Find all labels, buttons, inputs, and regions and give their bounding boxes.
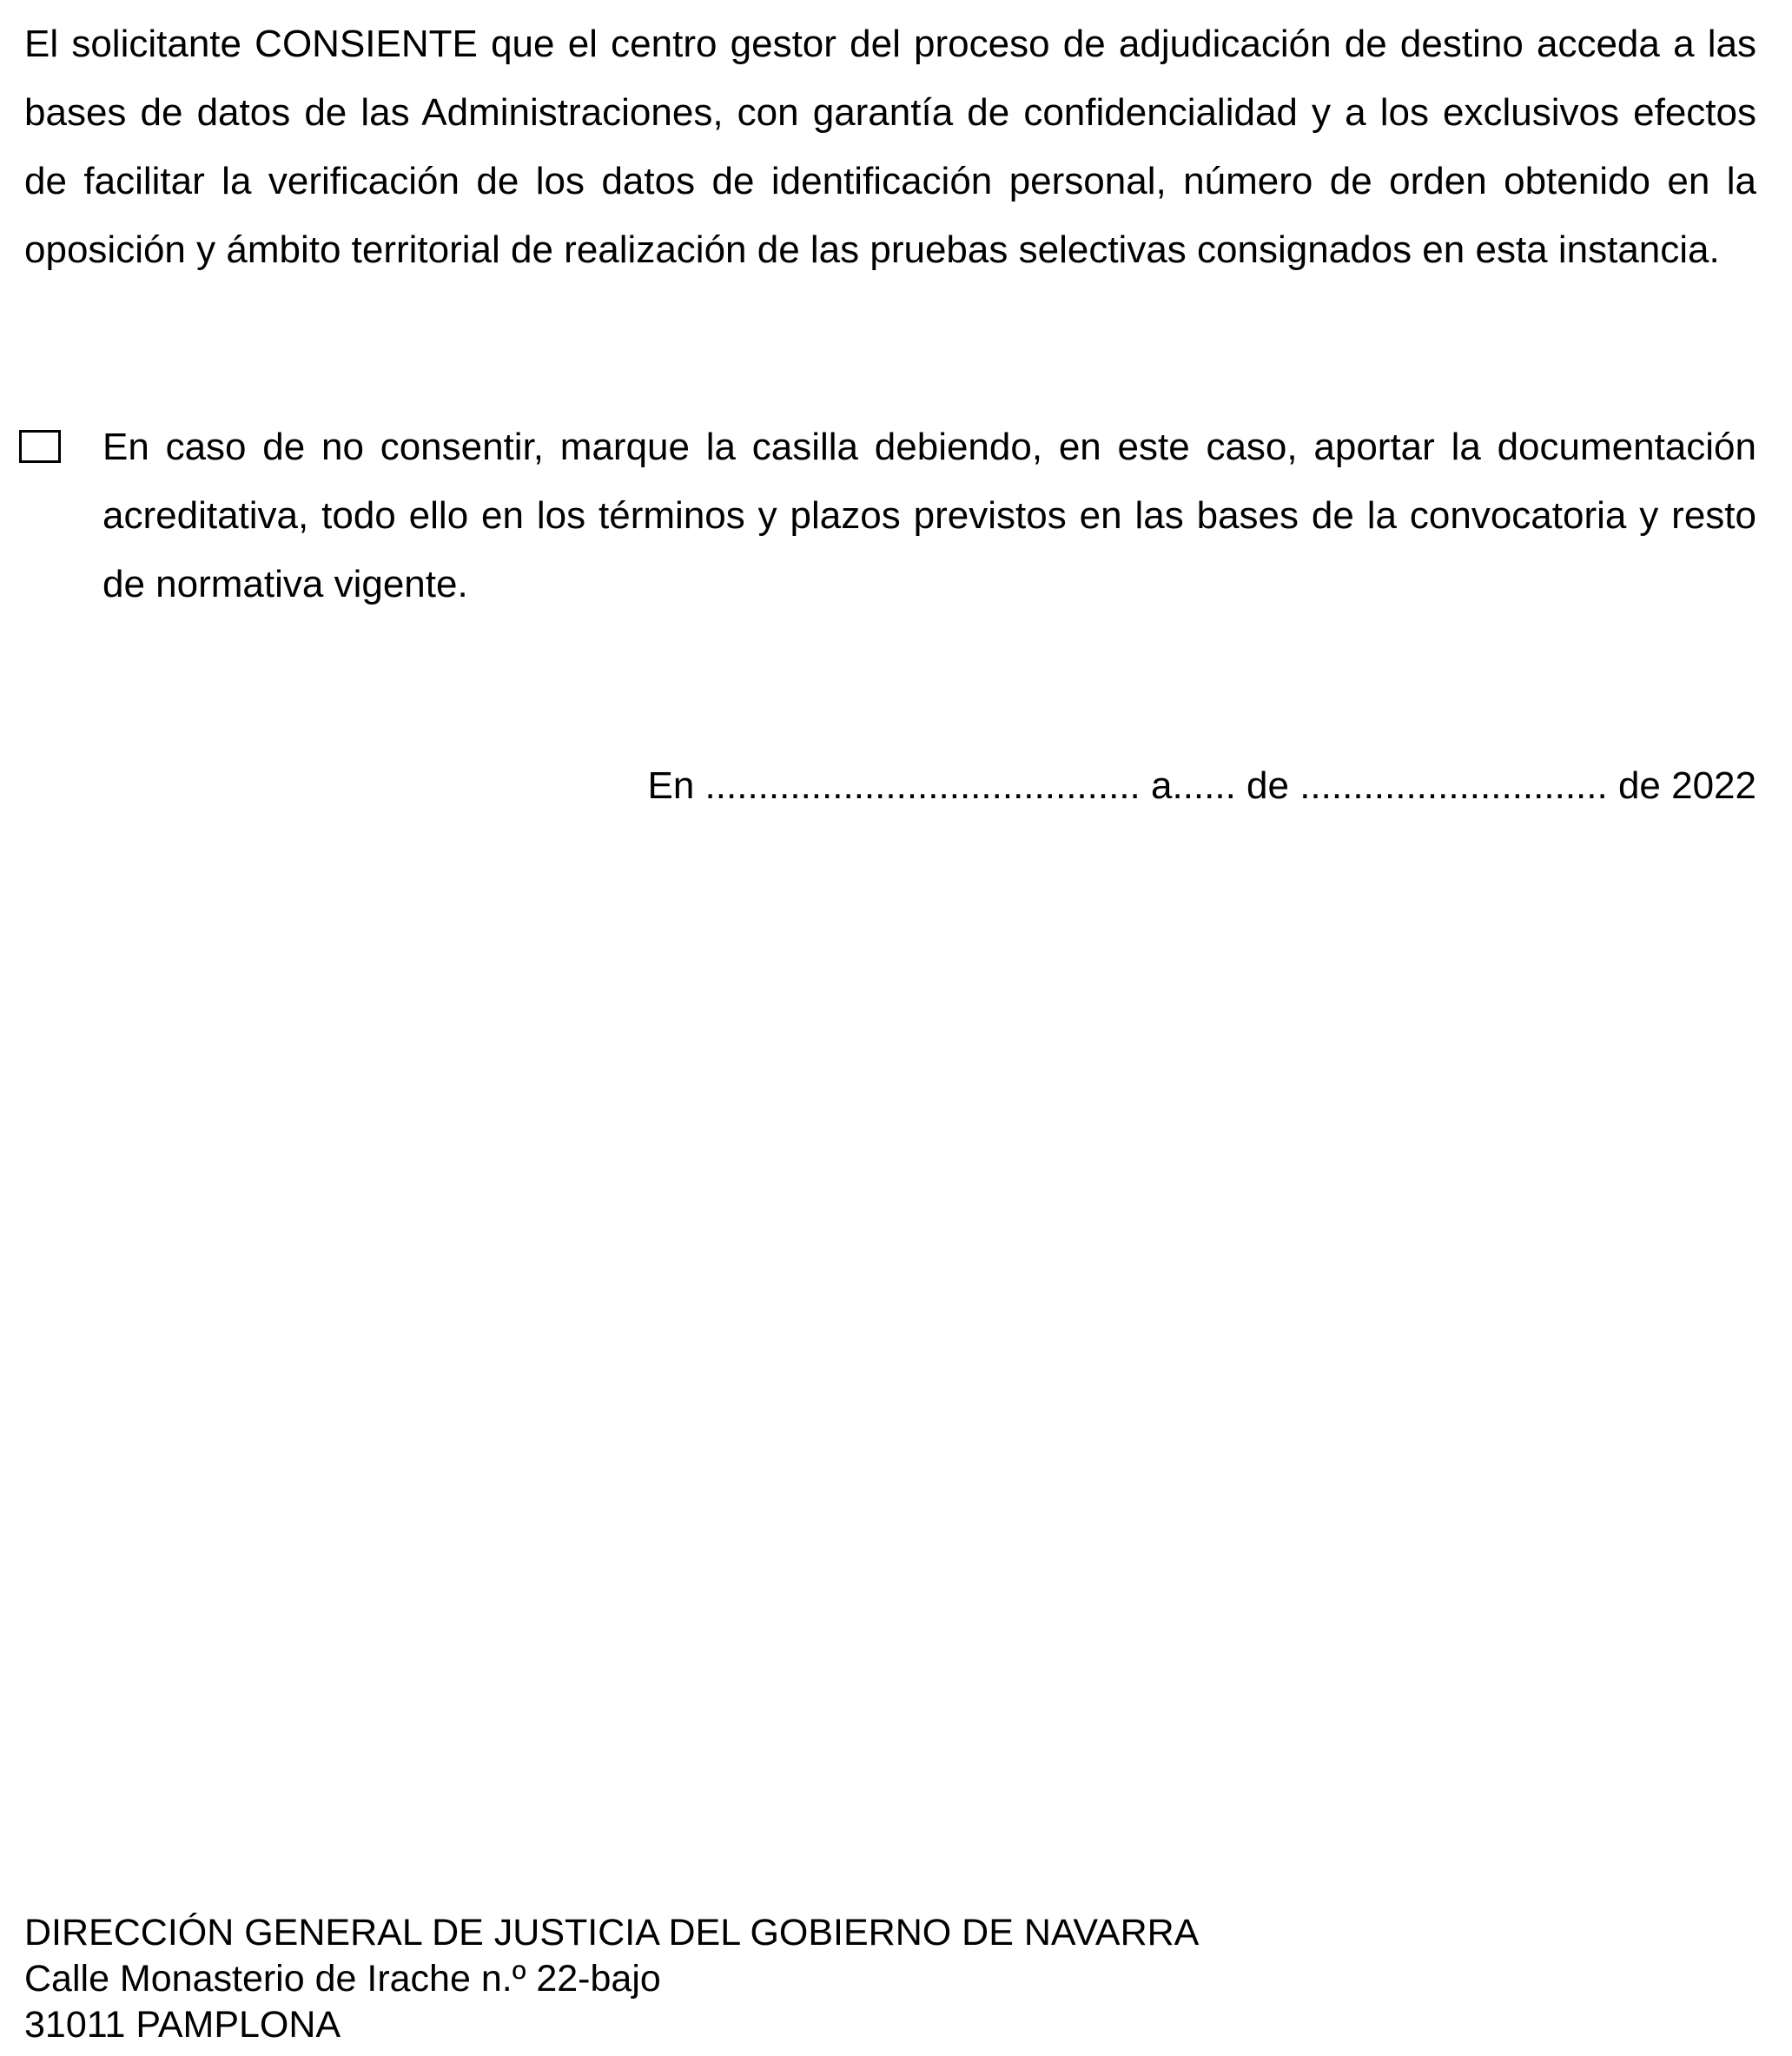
footer-institution: DIRECCIÓN GENERAL DE JUSTICIA DEL GOBIERNO DE NAVARRA bbox=[24, 1912, 1200, 1954]
date-place-line: En ......................................... a...... de ............................. de 2022 bbox=[647, 764, 1756, 807]
footer-street: Calle Monasterio de Irache n.º 22-bajo bbox=[24, 1958, 661, 2000]
consent-paragraph: El solicitante CONSIENTE que el centro gestor del proceso de adjudicación de destino acceda a las bases de datos de las Administraciones, con garantía de confidencialidad y a los exclusivos efectos de facilitar la verificación de los datos de identificación personal, número de orden obtenido en la oposición y ámbito territorial de realización de las pruebas selectivas consignados en esta instancia. bbox=[24, 23, 1756, 271]
opt-out-checkbox[interactable] bbox=[19, 430, 61, 463]
opt-out-text: En caso de no consentir, marque la casilla debiendo, en este caso, aportar la documentación acreditativa, todo ello en los términos y plazos previstos en las bases de la convocatoria y resto de normativa vigente. bbox=[102, 426, 1756, 605]
footer-city: 31011 PAMPLONA bbox=[24, 2004, 341, 2046]
address-block bbox=[24, 1910, 1199, 2048]
